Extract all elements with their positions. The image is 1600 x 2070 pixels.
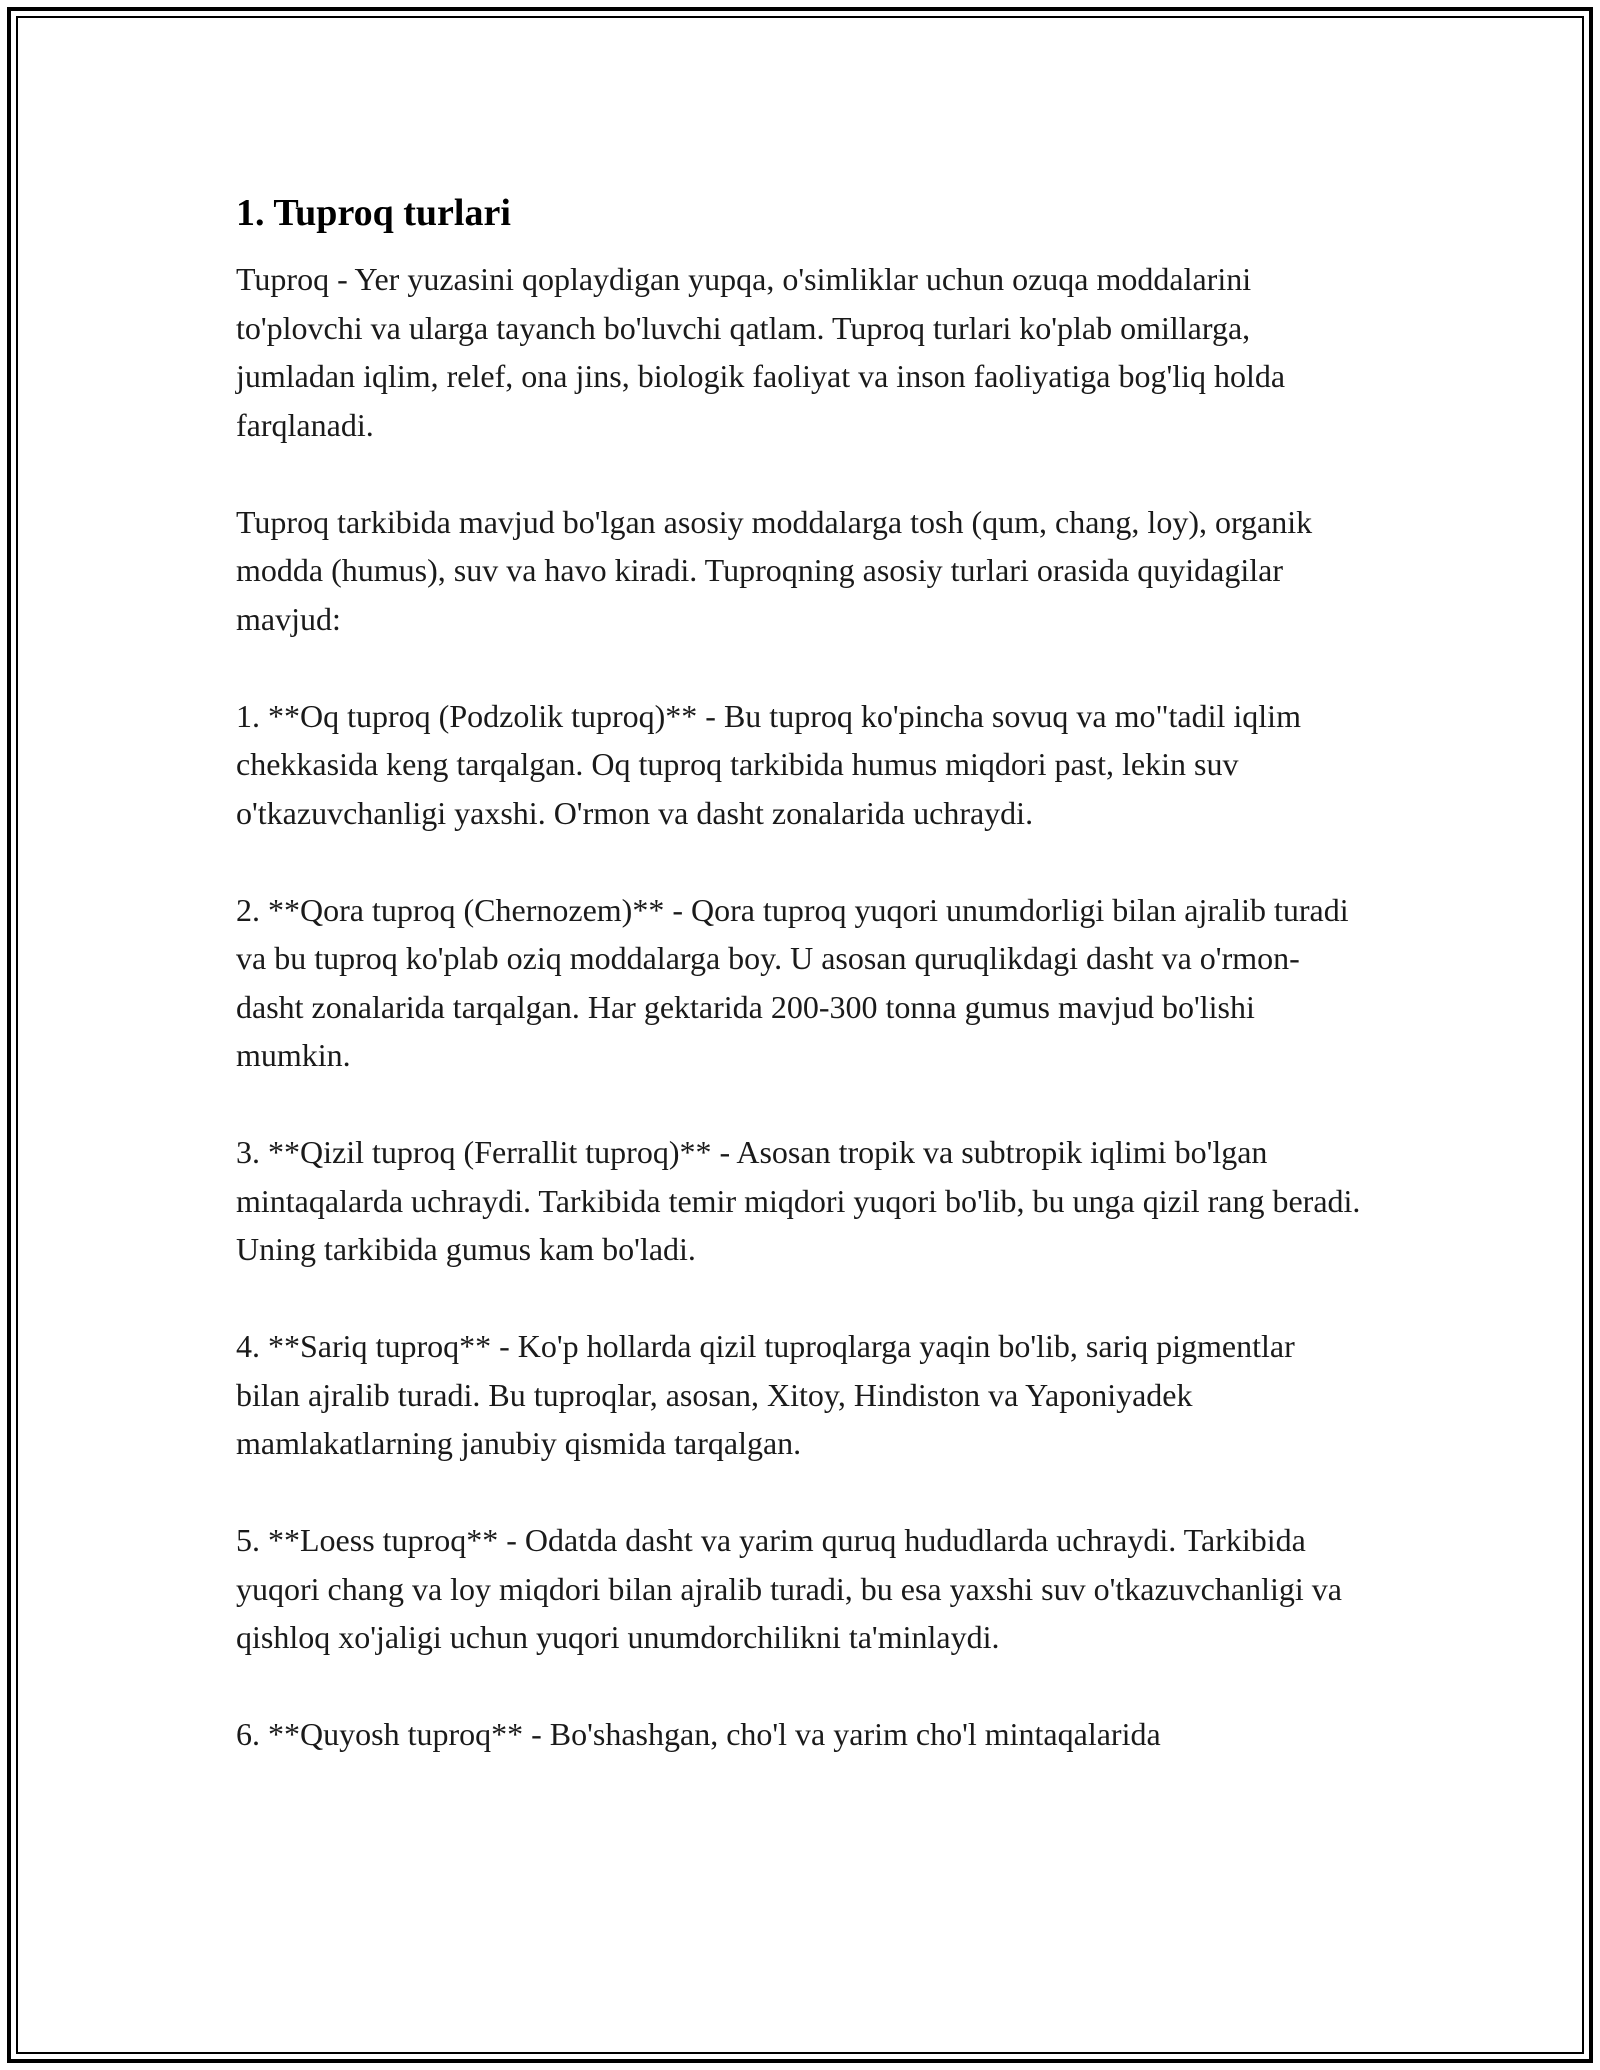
paragraph-intro: Tuproq - Yer yuzasini qoplaydigan yupqa, o'simliklar uchun ozuqa moddalarini to'plovchi va ularga tayanch bo'luvchi qatlam. Tuproq turlari ko'plab omillarga, jumladan iqlim, relef, ona jins, biologik faoliyat va inson faoliyatiga bog'liq holda farqlanadi.	[236, 261, 1286, 443]
section-heading: 1. Tuproq turlari	[236, 192, 511, 234]
list-item-sariq-tuproq: 4. **Sariq tuproq** - Ko'p hollarda qizil tuproqlarga yaqin bo'lib, sariq pigmentlar bilan ajralib turadi. Bu tuproqlar, asosan, Xitoy, Hindiston va Yaponiyadek mamlakatlarning janubiy qismida tarqalgan.	[236, 1328, 1295, 1461]
list-item-qora-tuproq: 2. **Qora tuproq (Chernozem)** - Qora tuproq yuqori unumdorligi bilan ajralib turadi va bu tuproq ko'plab oziq moddalarga boy. U asosan quruqlikdagi dasht va o'rmon-dasht zonalarida tarqalgan. Har gektarida 200-300 tonna gumus mavjud bo'lishi mumkin.	[236, 891, 1349, 1073]
list-item-oq-tuproq: 1. **Oq tuproq (Podzolik tuproq)** - Bu tuproq ko'pincha sovuq va mo"tadil iqlim chekkasida keng tarqalgan. Oq tuproq tarkibida humus miqdori past, lekin suv o'tkazuvchanligi yaxshi. O'rmon va dasht zonalarida uchraydi.	[236, 697, 1301, 831]
list-item-quyosh-tuproq: 6. **Quyosh tuproq** - Bo'shashgan, cho'l va yarim cho'l mintaqalarida	[236, 1716, 1161, 1752]
paragraph-composition: Tuproq tarkibida mavjud bo'lgan asosiy moddalarga tosh (qum, chang, loy), organik modda (humus), suv va havo kiradi. Tuproqning asosiy turlari orasida quyidagilar mavjud:	[236, 503, 1313, 637]
document-body	[236, 185, 1366, 1759]
list-item-loess-tuproq: 5. **Loess tuproq** - Odatda dasht va yarim quruq hududlarda uchraydi. Tarkibida yuqori chang va loy miqdori bilan ajralib turadi, bu esa yaxshi suv o'tkazuvchanligi va qishloq xo'jaligi uchun yuqori unumdorchilikni ta'minlaydi.	[236, 1522, 1342, 1655]
list-item-qizil-tuproq: 3. **Qizil tuproq (Ferrallit tuproq)** - Asosan tropik va subtropik iqlimi bo'lgan mintaqalarda uchraydi. Tarkibida temir miqdori yuqori bo'lib, bu unga qizil rang beradi. Uning tarkibida gumus kam bo'ladi.	[236, 1134, 1361, 1267]
